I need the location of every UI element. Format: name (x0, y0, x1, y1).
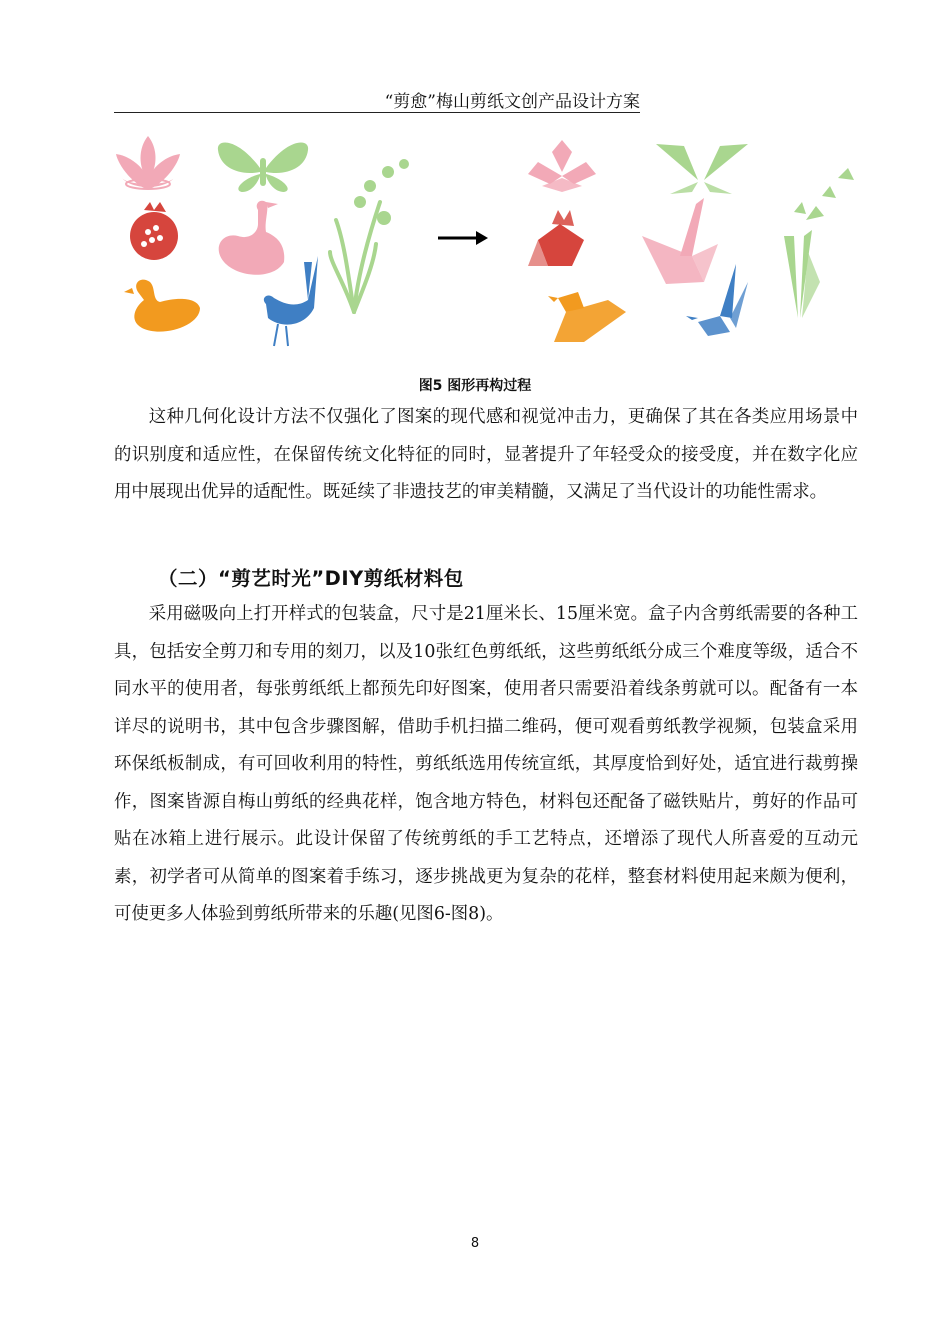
orchid-icon (330, 159, 409, 312)
transform-arrow-icon (438, 231, 488, 245)
header-title: “剪愈”梅山剪纸文创产品设计方案 (384, 92, 640, 112)
figure-caption: 图5 图形再构过程 (418, 378, 532, 394)
body-paragraph-1: 这种几何化设计方法不仅强化了图案的现代感和视觉冲击力，更确保了其在各类应用场景中的识别度和适应性，在保留传统文化特征的同时，显著提升了年轻受众的接受度，并在数字化应用中展现出优异的适配性。既延续了非遗技艺的审美精髓，又满足了当代设计的功能性需求。 (114, 407, 858, 502)
geometric-orchid-icon (784, 168, 854, 318)
body-paragraph-2: 采用磁吸向上打开样式的包装盒，尺寸是21厘米长、15厘米宽。盒子内含剪纸需要的各种工具，包括安全剪刀和专用的刻刀，以及10张红色剪纸纸，这些剪纸纸分成三个难度等级，适合不同水平的使用者，每张剪纸纸上都预先印好图案，使用者只需要沿着线条剪就可以。配备有一本详尽的说明书，其中包含步骤图解，借助手机扫描二维码，便可观看剪纸教学视频，包装盒采用环保纸板制成，有可回收利用的特性，剪纸纸选用传统宣纸，其厚度恰到好处，适宜进行裁剪操作，图案皆源自梅山剪纸的经典花样，饱含地方特色，材料包还配备了磁铁贴片，剪好的作品可贴在冰箱上进行展示。此设计保留了传统剪纸的手工艺特点，还增添了现代人所喜爱的互动元素，初学者可从简单的图案着手练习，逐步挑战更为复杂的花样，整套材料使用起来颇为便利，可使更多人体验到剪纸所带来的乐趣(见图6-图8)。 (114, 604, 858, 924)
goose-icon (219, 201, 285, 275)
geometric-pomegranate-icon (528, 210, 584, 266)
geometric-goose-icon (642, 198, 718, 284)
section-heading: （二）“剪艺时光”DIY剪纸材料包 (158, 567, 464, 590)
figure-image (108, 132, 868, 358)
running-header (114, 92, 640, 113)
geometric-butterfly-icon (656, 144, 748, 194)
duck-icon (124, 280, 200, 332)
lotus-icon (116, 136, 180, 190)
pomegranate-icon (130, 202, 178, 260)
page-number: 8 (470, 1236, 480, 1251)
geometric-lotus-icon (528, 140, 596, 192)
butterfly-icon (218, 143, 308, 192)
figure-5 (108, 132, 868, 358)
geometric-duck-icon (548, 292, 626, 342)
